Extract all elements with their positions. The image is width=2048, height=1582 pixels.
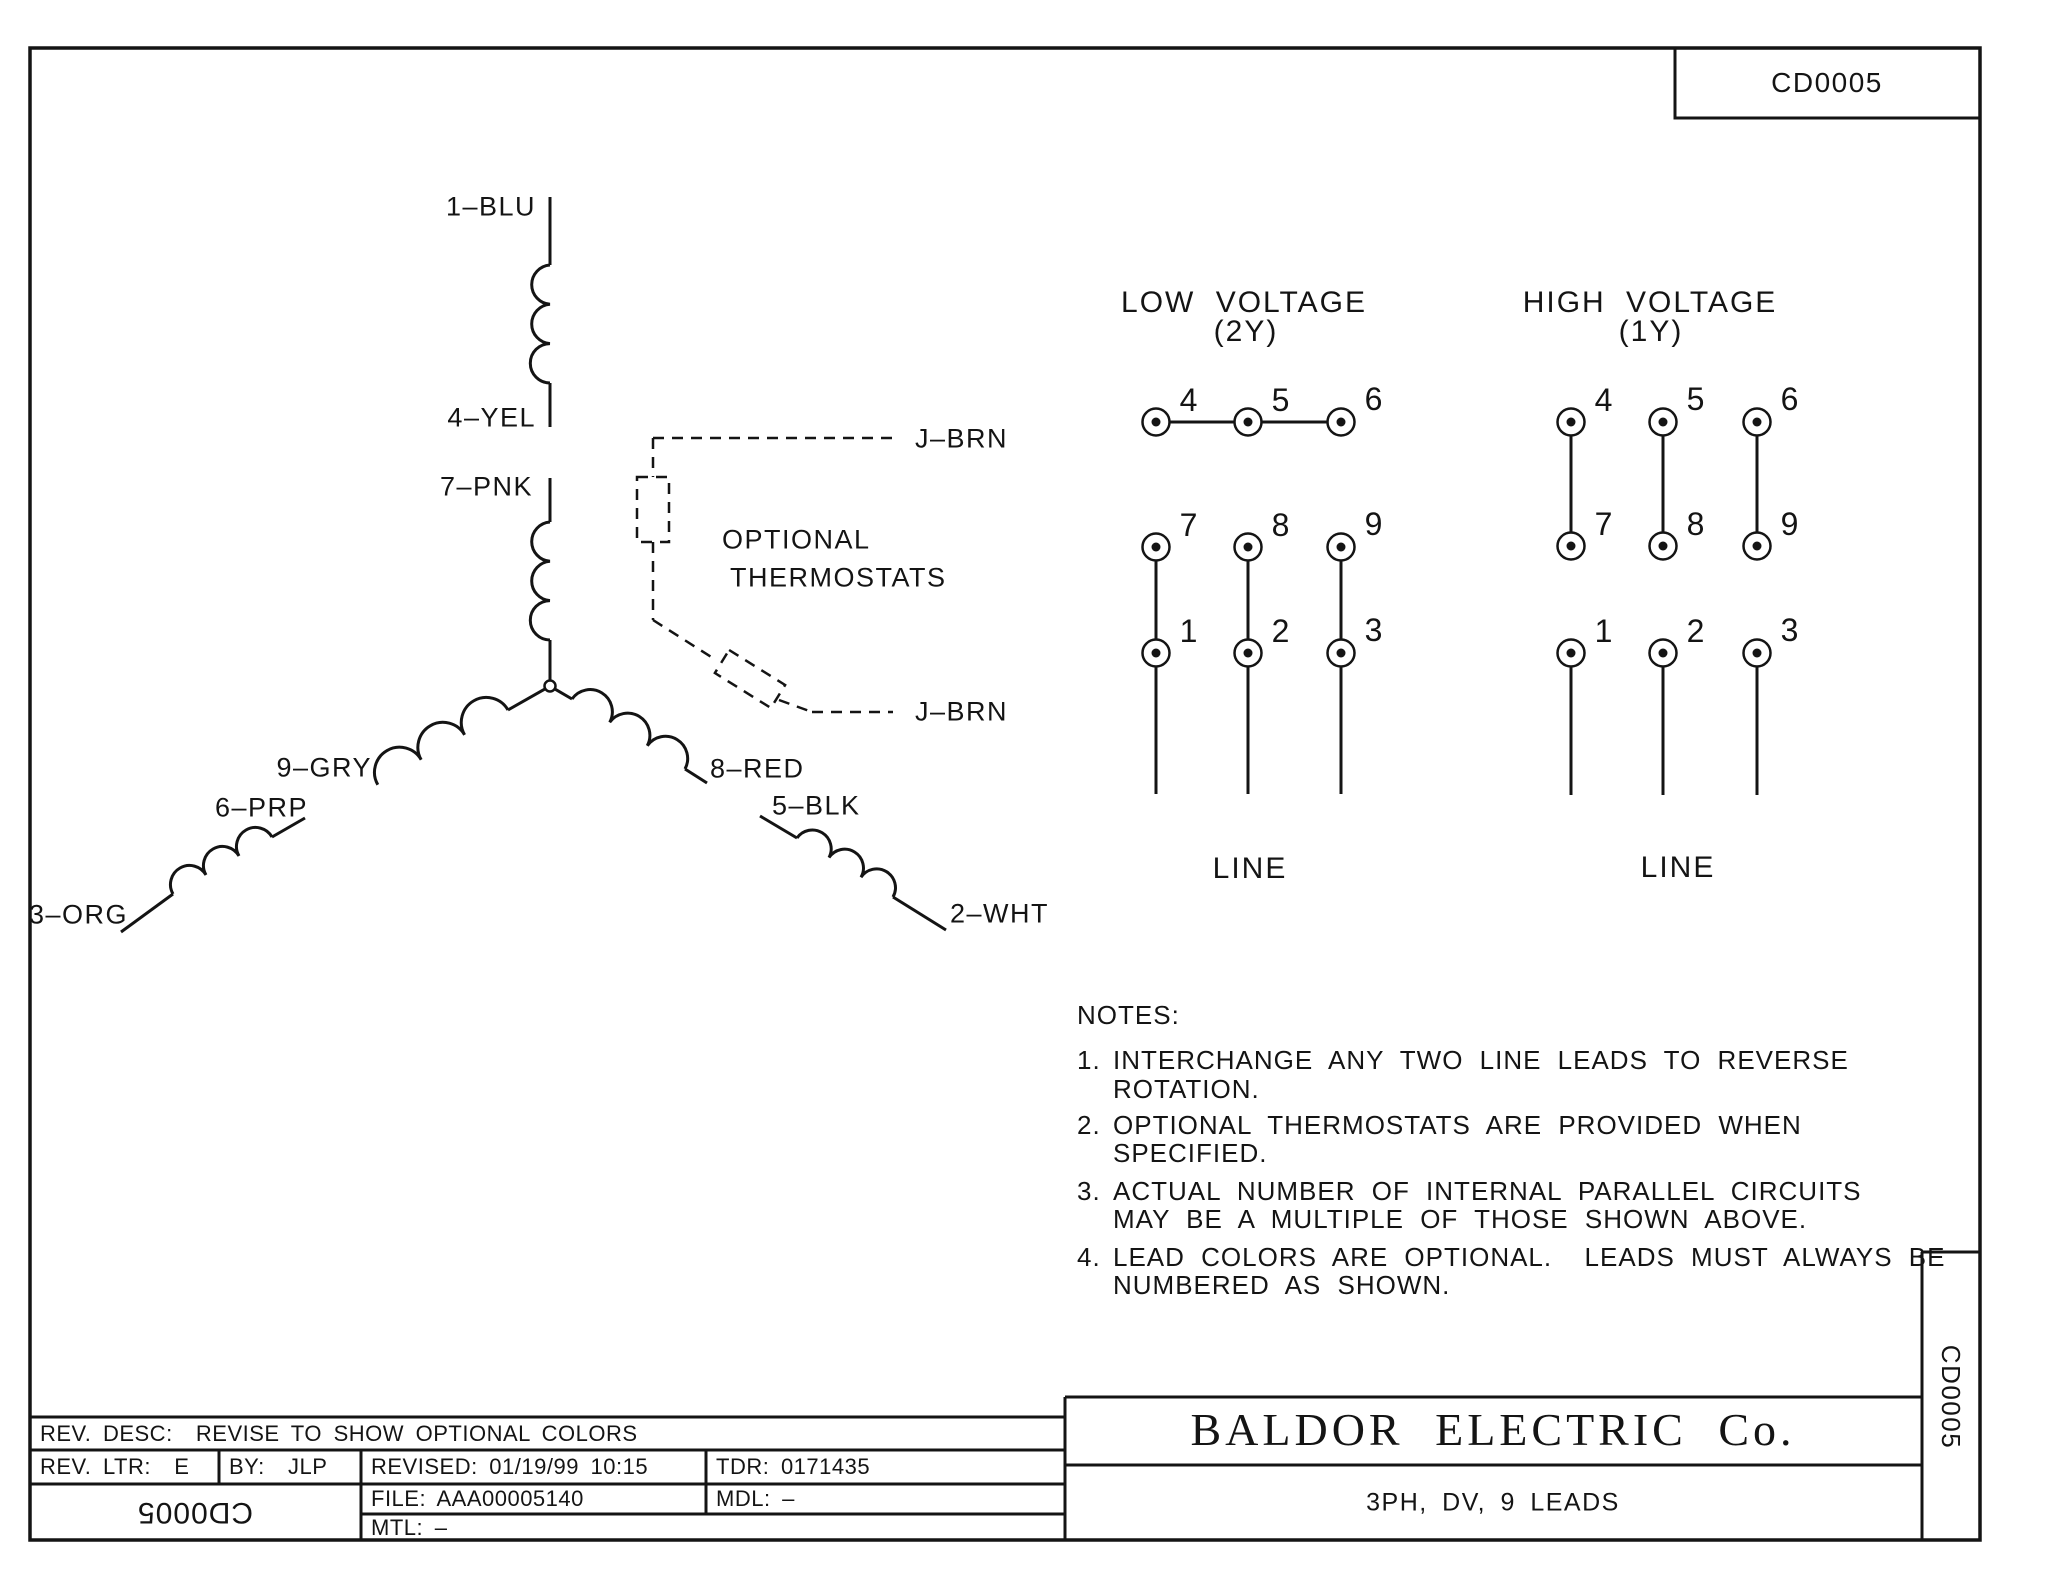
hv-terminal-7: 7	[1594, 506, 1614, 542]
lv-terminal-3: 3	[1364, 612, 1384, 648]
sheet-border	[30, 48, 1980, 1540]
high-voltage-subtitle: (1Y)	[1618, 315, 1684, 348]
hv-terminal-2: 2	[1686, 613, 1706, 649]
notes-heading: NOTES:	[1077, 1000, 1180, 1030]
lead-label-jbrn-top: J–BRN	[915, 423, 1009, 454]
hv-line-label: LINE	[1640, 851, 1716, 884]
lv-terminal-5: 5	[1271, 382, 1291, 418]
lead-line-2	[893, 897, 946, 930]
note-1-line-2: ROTATION.	[1113, 1074, 1260, 1104]
hv-terminal-6: 6	[1780, 381, 1800, 417]
note-3-line-1: ACTUAL NUMBER OF INTERNAL PARALLEL CIRCUITS	[1113, 1176, 1862, 1206]
coil-8	[572, 690, 688, 769]
hv-terminal-9: 9	[1780, 506, 1800, 542]
note-1-line-1: INTERCHANGE ANY TWO LINE LEADS TO REVERSE	[1113, 1045, 1849, 1075]
titleblock-mdl: MDL: –	[716, 1486, 795, 1511]
titleblock-rev-desc: REV. DESC: REVISE TO SHOW OPTIONAL COLORS	[40, 1421, 638, 1446]
note-4-line-1: LEAD COLORS ARE OPTIONAL. LEADS MUST ALWAYS BE	[1113, 1242, 1946, 1272]
lv-line-label: LINE	[1212, 852, 1288, 885]
lv-terminal-1: 1	[1179, 613, 1199, 649]
lv-terminal-8: 8	[1271, 507, 1291, 543]
lead-label-9-gry: 9–GRY	[276, 752, 372, 783]
coil-5-2	[797, 830, 895, 897]
lv-terminal-4: 4	[1179, 382, 1199, 418]
lead-line-8	[685, 769, 707, 783]
lead-label-3-org: 3–ORG	[28, 899, 128, 930]
lead-label-7-pnk: 7–PNK	[439, 471, 533, 502]
lead-label-6-prp: 6–PRP	[214, 792, 308, 823]
lv-terminal-2: 2	[1271, 613, 1291, 649]
thermostat-caption-line1: OPTIONAL	[722, 524, 871, 555]
titleblock-by: BY: JLP	[229, 1454, 328, 1479]
lead-label-8-red: 8–RED	[710, 753, 805, 784]
lead-label-1-blu: 1–BLU	[445, 191, 536, 222]
hv-terminal-4: 4	[1594, 382, 1614, 418]
note-1-num: 1.	[1077, 1045, 1101, 1075]
coil-6-3	[170, 827, 272, 894]
titleblock-rev-ltr: REV. LTR: E	[40, 1454, 190, 1479]
note-2-num: 2.	[1077, 1110, 1101, 1140]
titleblock-tdr: TDR: 0171435	[716, 1454, 871, 1479]
thermostat-caption-line2: THERMOSTATS	[730, 562, 947, 593]
sheet-code-top-right: CD0005	[1771, 67, 1883, 98]
drawing-description: 3PH, DV, 9 LEADS	[1366, 1488, 1620, 1517]
hv-terminal-5: 5	[1686, 381, 1706, 417]
sheet-code-bottom-left: CD0005	[136, 1496, 254, 1529]
note-4-line-2: NUMBERED AS SHOWN.	[1113, 1270, 1451, 1300]
hv-terminal-3: 3	[1780, 612, 1800, 648]
title-block-linework	[30, 1252, 1980, 1540]
lead-label-4-yel: 4–YEL	[447, 402, 536, 433]
note-3-line-2: MAY BE A MULTIPLE OF THOSE SHOWN ABOVE.	[1113, 1204, 1808, 1234]
coil-7	[530, 522, 550, 640]
titleblock-revised: REVISED: 01/19/99 10:15	[371, 1454, 649, 1479]
coil-1-4	[530, 265, 550, 383]
hv-terminal-8: 8	[1686, 506, 1706, 542]
thermostat-link-2	[653, 620, 716, 660]
lv-terminal-7: 7	[1179, 507, 1199, 543]
thermostat-1	[637, 477, 669, 542]
lead-label-jbrn-bottom: J–BRN	[915, 696, 1009, 727]
titleblock-file: FILE: AAA00005140	[371, 1486, 584, 1511]
lead-line-3	[121, 894, 173, 932]
thermostat-link-3	[779, 700, 812, 712]
high-voltage-title: HIGH VOLTAGE	[1522, 286, 1778, 319]
coil-9	[374, 697, 508, 784]
lv-terminal-9: 9	[1364, 506, 1384, 542]
company-name: BALDOR ELECTRIC Co.	[1190, 1404, 1796, 1455]
note-4-num: 4.	[1077, 1242, 1101, 1272]
lv-terminal-6: 6	[1364, 381, 1384, 417]
note-2-line-2: SPECIFIED.	[1113, 1138, 1268, 1168]
coil-8-tail	[554, 689, 572, 699]
thermostat-2	[715, 650, 785, 708]
lead-label-5-blk: 5–BLK	[772, 790, 861, 821]
lead-label-2-wht: 2–WHT	[950, 898, 1050, 929]
star-point	[545, 681, 556, 692]
hv-terminal-1: 1	[1594, 613, 1614, 649]
sheet-code-side: CD0005	[1936, 1344, 1966, 1450]
low-voltage-linework	[1143, 409, 1355, 795]
high-voltage-linework	[1558, 409, 1771, 796]
note-2-line-1: OPTIONAL THERMOSTATS ARE PROVIDED WHEN	[1113, 1110, 1802, 1140]
low-voltage-subtitle: (2Y)	[1213, 315, 1279, 348]
note-3-num: 3.	[1077, 1176, 1101, 1206]
coil-9-tail	[508, 688, 546, 710]
titleblock-mtl: MTL: –	[371, 1515, 448, 1540]
low-voltage-title: LOW VOLTAGE	[1121, 286, 1367, 319]
